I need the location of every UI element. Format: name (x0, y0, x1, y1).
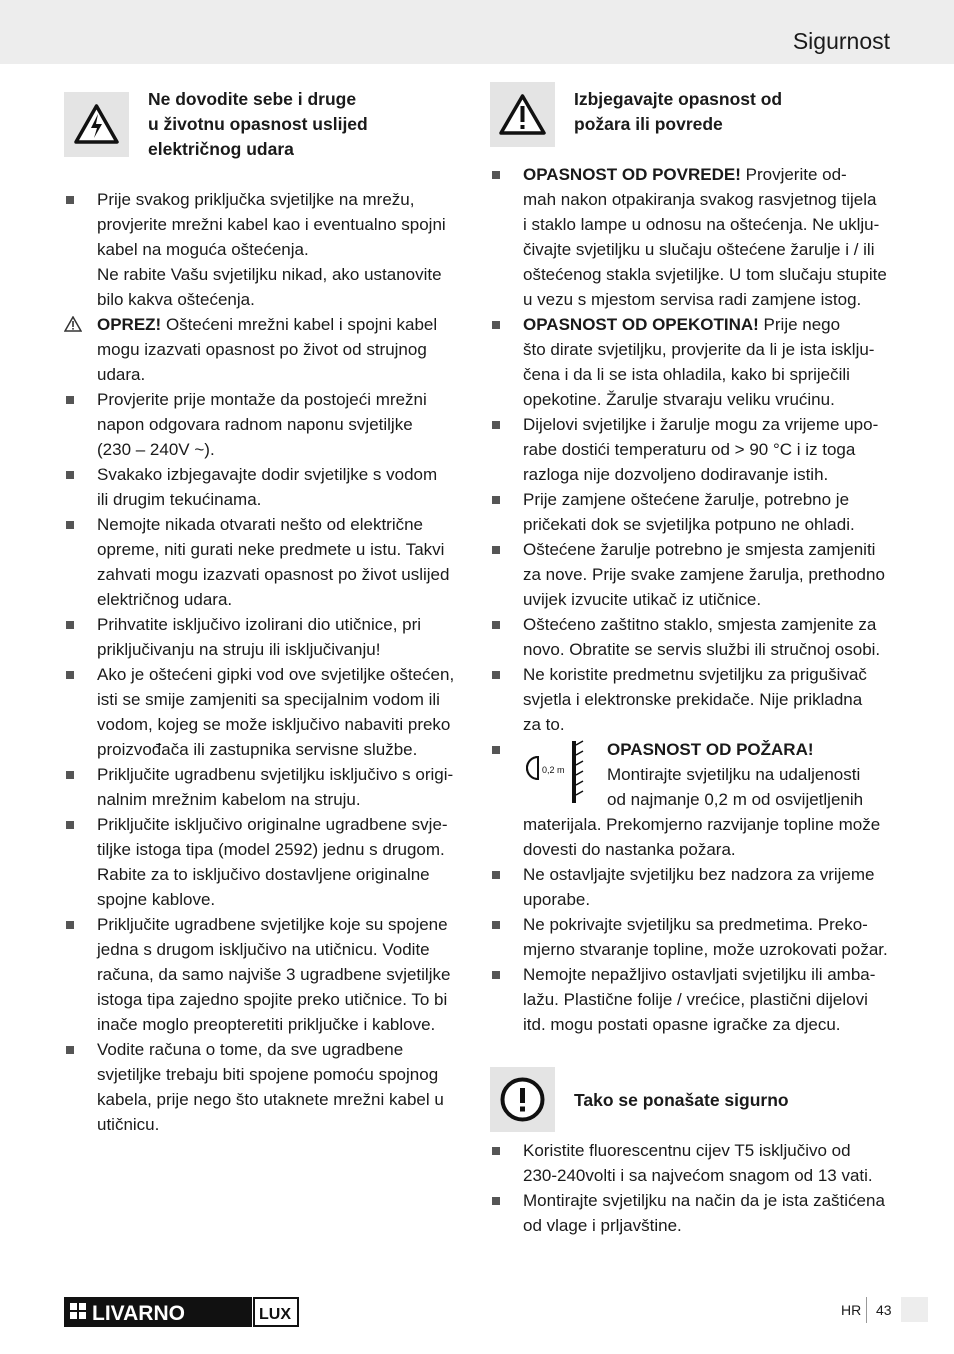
item-line: Ne rabite Vašu svjetiljku nikad, ako ustanovite (97, 265, 442, 284)
item-line: inače moglo preopteretiti priključke i kablove. (97, 1015, 436, 1034)
page-header (0, 0, 954, 64)
item-line: Prije svakog priključka svjetiljke na mrežu, (97, 190, 415, 209)
left-heading-line: električnog udara (148, 139, 294, 159)
language-code: HR (841, 1302, 862, 1318)
item-line: ili drugim tekućinama. (97, 490, 262, 509)
list-item (490, 412, 894, 487)
item-line: mogu izazvati opasnost po život od strujnog (97, 340, 427, 359)
bullet-square (492, 871, 500, 879)
electric-warning-icon (64, 92, 129, 157)
livarno-lux-logo (64, 1297, 300, 1327)
bullet-square (492, 496, 500, 504)
left-heading-line: Ne dovodite sebe i druge (148, 89, 357, 109)
item-line: Dijelovi svjetiljke i žarulje mogu za vrijeme upo- (523, 415, 879, 434)
item-line: udara. (97, 365, 146, 384)
item-line: Nemojte nikada otvarati nešto od električne (97, 515, 424, 534)
item-line: u vezu s mjestom servisa radi zamjene istog. (523, 290, 862, 309)
item-line: 230-240volti i sa najvećom snagom od 13 vati. (523, 1166, 873, 1185)
bullet-square (66, 621, 74, 629)
item-line: Koristite fluorescentnu cijev T5 isključivo od (523, 1141, 851, 1160)
item-line: isti se smije zamjeniti sa specijalnim vodom ili (97, 690, 440, 709)
bullet-square (492, 971, 500, 979)
fire-distance-block (523, 737, 894, 812)
bullet-square (492, 621, 500, 629)
caution-triangle-icon (64, 316, 82, 332)
brand-sub-text: LUX (259, 1306, 291, 1323)
item-line: svjetiljke trebaju biti spojene pomoću spojnog (97, 1065, 439, 1084)
item-line: proizvođača ili zastupnika servisne službe. (97, 740, 418, 759)
bullet-square (492, 546, 500, 554)
item-line: itd. mogu postati opasne igračke za djecu. (523, 1015, 841, 1034)
list-item (64, 912, 468, 1037)
item-line: istoga tipa zajedno spojite preko utičnice. To bi (97, 990, 448, 1009)
footer-divider (866, 1297, 867, 1323)
brand-text: LIVARNO (92, 1302, 185, 1325)
bullet-square (66, 921, 74, 929)
min-distance-icon (523, 739, 587, 805)
list-item (490, 162, 894, 312)
left-heading (148, 87, 468, 162)
right-heading (574, 87, 894, 137)
item-line: pričekati dok se svjetiljka potpuno ne ohladi. (523, 515, 855, 534)
list-item (490, 487, 894, 537)
bullet-square (492, 921, 500, 929)
bullet-square (492, 671, 500, 679)
item-line: Oštećeno zaštitno staklo, smjesta zamjenite za (523, 615, 877, 634)
list-item (64, 1037, 468, 1137)
bullet-square (66, 196, 74, 204)
item-bold-lead: OPASNOST OD POŽARA! (607, 740, 814, 759)
item-first-text: Oštećeni mrežni kabel i spojni kabel (161, 315, 438, 334)
exclamation-icon (490, 1067, 555, 1132)
item-line: jedna s drugom isključivo na utičnicu. Vodite (97, 940, 430, 959)
item-line: što dirate svjetiljku, provjerite da li je ista isklju- (523, 340, 875, 359)
list-item (490, 537, 894, 612)
list-item (64, 187, 468, 312)
item-line: svjetla i elektronske prekidače. Nije prikladna (523, 690, 863, 709)
item-line: uporabe. (523, 890, 591, 909)
item-line: Priključite isključivo originalne ugradbene svje- (97, 815, 448, 834)
item-line: razloga nije dozvoljeno dodiravanje istih. (523, 465, 829, 484)
right-safety-list (490, 162, 894, 1037)
item-line: priključivanju na struju ili isključivanju! (97, 640, 381, 659)
item-line: Svakako izbjegavajte dodir svjetiljke s vodom (97, 465, 438, 484)
list-item (64, 462, 468, 512)
item-line: i staklo lampe u odnosu na oštećenja. Ne uklju- (523, 215, 880, 234)
list-item (490, 312, 894, 412)
item-line: tiljke istoga tipa (model 2592) jednu s drugom. (97, 840, 445, 859)
item-line: spojne kablove. (97, 890, 216, 909)
item-line: rabe dostići temperaturu od > 90 °C i iz toga (523, 440, 856, 459)
item-line: vodom, kojeg se može isključivo nabaviti preko (97, 715, 451, 734)
list-item (64, 662, 468, 762)
item-line: električnog udara. (97, 590, 233, 609)
list-item (490, 862, 894, 912)
bullet-square (66, 771, 74, 779)
item-line: Montirajte svjetiljku na način da je ista zaštićena (523, 1191, 885, 1210)
item-line: nalnim mrežnim kabelom na struju. (97, 790, 361, 809)
bullet-square (66, 821, 74, 829)
bullet-square (66, 1046, 74, 1054)
bullet-square (66, 396, 74, 404)
item-line: dovesti do nastanka požara. (523, 840, 736, 859)
footer-tab (901, 1297, 928, 1322)
item-line: za nove. Prije svake zamjene žarulja, prethodno (523, 565, 885, 584)
right-safety-list-2 (490, 1138, 894, 1238)
list-item (490, 737, 894, 862)
item-line: Rabite za to isključivo dostavljene originalne (97, 865, 430, 884)
item-line: mah nakon otpakiranja svakog rasvjetnog tijela (523, 190, 877, 209)
item-line: Prihvatite isključivo izolirani dio utičnice, pri (97, 615, 422, 634)
item-bold-lead: OPASNOST OD OPEKOTINA! (523, 315, 759, 334)
right-heading-line: Izbjegavajte opasnost od (574, 89, 783, 109)
bullet-square (66, 521, 74, 529)
left-safety-list (64, 187, 468, 1137)
item-line: Montirajte svjetiljku na udaljenosti (607, 765, 861, 784)
item-line: utičnicu. (97, 1115, 160, 1134)
list-item (490, 912, 894, 962)
item-line: bilo kakva oštećenja. (97, 290, 255, 309)
item-first-line (523, 312, 894, 337)
list-item (64, 512, 468, 612)
list-item (64, 612, 468, 662)
item-line: Ne pokrivajte svjetiljku sa predmetima. Preko- (523, 915, 868, 934)
list-item (64, 387, 468, 462)
item-first-text: Prije nego (758, 315, 841, 334)
item-line: Priključite ugradbenu svjetiljku isključivo s origi- (97, 765, 454, 784)
item-line: zahvati mogu izazvati opasnost po život uslijed (97, 565, 450, 584)
item-line: Ne ostavljajte svjetiljku bez nadzora za vrijeme (523, 865, 875, 884)
item-line: od vlage i prljavštine. (523, 1216, 682, 1235)
distance-label: 0,2 m (542, 765, 565, 775)
bullet-square (66, 671, 74, 679)
page-number: 43 (876, 1302, 892, 1318)
list-item (490, 1188, 894, 1238)
list-item (490, 962, 894, 1037)
item-line: od najmanje 0,2 m od osvijetljenih (607, 790, 864, 809)
right-heading-line: požara ili povrede (574, 114, 723, 134)
item-line: novo. Obratite se servis službi ili stručnoj osobi. (523, 640, 881, 659)
bullet-square (492, 321, 500, 329)
list-item (64, 812, 468, 912)
item-line: oštećenog stakla svjetiljke. U tom slučaju stupite (523, 265, 887, 284)
item-line: mjerno stvaranje topline, može uzrokovati požar. (523, 940, 888, 959)
item-line: Ako je oštećeni gipki vod ove svjetiljke oštećen, (97, 665, 455, 684)
page-title: Sigurnost (792, 28, 890, 54)
item-line: Vodite računa o tome, da sve ugradbene (97, 1040, 404, 1059)
left-heading-line: u životnu opasnost uslijed (148, 114, 368, 134)
list-item (64, 762, 468, 812)
item-first-line (97, 312, 468, 337)
item-line: računa, da samo najviše 3 ugradbene svjetiljke (97, 965, 451, 984)
item-line: kabela, prije nego što utaknete mrežni kabel u (97, 1090, 444, 1109)
item-line: Nemojte nepažljivo ostavljati svjetiljku ili amba- (523, 965, 876, 984)
item-line: napon odgovara radnom naponu svjetiljke (97, 415, 413, 434)
bullet-square (492, 1197, 500, 1205)
item-line: opreme, niti gurati neke predmete u istu. Takvi (97, 540, 445, 559)
item-line: opekotine. Žarulje stvaraju veliku vrućinu. (523, 390, 835, 409)
item-line: za to. (523, 715, 565, 734)
list-item (490, 662, 894, 737)
list-item (490, 1138, 894, 1188)
item-line: lažu. Plastične folije / vrećice, plastični dijelovi (523, 990, 868, 1009)
item-first-text: Provjerite od- (740, 165, 847, 184)
item-line: Priključite ugradbene svjetiljke koje su spojene (97, 915, 448, 934)
item-line: provjerite mrežni kabel kao i eventualno spojni (97, 215, 446, 234)
item-bold-lead: OPASNOST OD POVREDE! (523, 165, 741, 184)
item-line: Prije zamjene oštećene žarulje, potrebno je (523, 490, 850, 509)
bullet-square (492, 1147, 500, 1155)
item-line: čena i da li se ista ohladila, kako bi spriječili (523, 365, 850, 384)
bullet-square (492, 421, 500, 429)
general-warning-icon (490, 82, 555, 147)
item-line: čivajte svjetiljku u slučaju oštećene žarulje i / ili (523, 240, 875, 259)
item-first-line (523, 162, 894, 187)
item-line: uvijek izvucite utikač iz utičnice. (523, 590, 762, 609)
bullet-square (492, 746, 500, 754)
bullet-square (66, 471, 74, 479)
list-item (64, 312, 468, 387)
item-bold-lead: OPREZ! (97, 315, 162, 334)
item-line: (230 – 240V ~). (97, 440, 215, 459)
item-line: Ne koristite predmetnu svjetiljku za prigušivač (523, 665, 867, 684)
item-line: Oštećene žarulje potrebno je smjesta zamjeniti (523, 540, 876, 559)
item-line: Provjerite prije montaže da postojeći mrežni (97, 390, 427, 409)
right-heading-2: Tako se ponašate sigurno (574, 1090, 789, 1110)
list-item (490, 612, 894, 662)
item-line: kabel na moguća oštećenja. (97, 240, 309, 259)
item-line: materijala. Prekomjerno razvijanje topline može (523, 815, 881, 834)
bullet-square (492, 171, 500, 179)
